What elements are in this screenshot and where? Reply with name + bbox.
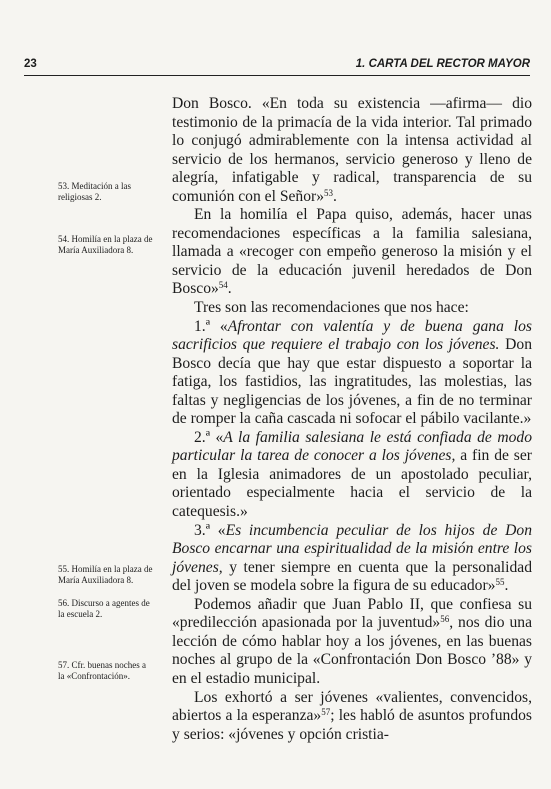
running-title: 1. CARTA DEL RECTOR MAYOR xyxy=(355,58,530,70)
margin-note: 56. Discurso a agentes de la escuela 2. xyxy=(58,598,150,619)
header-rule xyxy=(24,75,530,76)
recommendation-3: 3.ª «Es incumbencia peculiar de los hijos de Don Bosco encarnar una espiritualidad de la misión entre los jóvenes, y tener siempre en cuenta que la personalidad del joven se modela sobre la figura de su educador»$^{55}$. xyxy=(172,521,532,595)
running-header xyxy=(24,58,530,74)
margin-note: 55. Homilía en la plaza de María Auxiliadora 8. xyxy=(58,564,153,585)
margin-note: 53. Meditación a las religiosas 2. xyxy=(58,181,131,202)
recommendation-1: 1.ª «Afrontar con valentía y de buena gana los sacrificios que requiere el trabajo con los jóvenes. Don Bosco decía que hay que estar dispuesto a soportar la fatiga, los fastidios, las ingratitudes, las molestias, las faltas y negligencias de los jóvenes, a fin de no terminar de romper la caña cascada ni sofocar el pábilo vacilante.» xyxy=(172,317,532,428)
paragraph: Podemos añadir que Juan Pablo II, que confiesa su «predilección apasionada por la juventud»$^{56}$, nos dio una lección de cómo hablar hoy a los jóvenes, en las buenas noches al grupo de la «Confrontación Don Bosco ’88» y en el estadio municipal. xyxy=(172,595,532,687)
footnote-ref: 53 xyxy=(324,187,334,198)
main-text xyxy=(172,95,532,744)
footnote-ref: 55 xyxy=(495,577,505,588)
paragraph: Los exhortó a ser jóvenes «valientes, convencidos, abiertos a la esperanza»$^{57}$; les habló de asuntos profundos y serios: «jóvenes y opción cristia- xyxy=(172,688,532,743)
margin-note: 57. Cfr. buenas noches a la «Confrontación». xyxy=(58,660,146,681)
footnote-ref: 54 xyxy=(218,280,228,291)
paragraph: Don Bosco. «En toda su existencia —afirma— dio testimonio de la primacía de la vida interior. Tal primado lo conjugó admirablemente con la intensa actividad al servicio de los hermanos, servicio generoso y lleno de alegría, infatigable y radical, transparencia de su comunión con el Señor»$^{53}$. xyxy=(172,95,532,205)
margin-note: 54. Homilía en la plaza de María Auxiliadora 8. xyxy=(58,234,153,255)
footnote-ref: 57 xyxy=(321,707,331,718)
footnote-ref: 56 xyxy=(440,614,450,625)
page-number: 23 xyxy=(24,58,37,70)
paragraph: Tres son las recomendaciones que nos hace: xyxy=(194,299,469,317)
paragraph: En la homilía el Papa quiso, además, hacer unas recomendaciones específicas a la familia salesiana, llamada a «recoger con empeño generoso la misión y el servicio de la educación juvenil heredados de Don Bosco»$^{54}$. xyxy=(172,206,532,298)
recommendation-2: 2.ª «A la familia salesiana le está confiada de modo particular la tarea de conocer a los jóvenes, a fin de ser en la Iglesia animadores de un apostolado peculiar, orientado especialmente hacia el servicio de la catequesis.» xyxy=(172,428,532,521)
